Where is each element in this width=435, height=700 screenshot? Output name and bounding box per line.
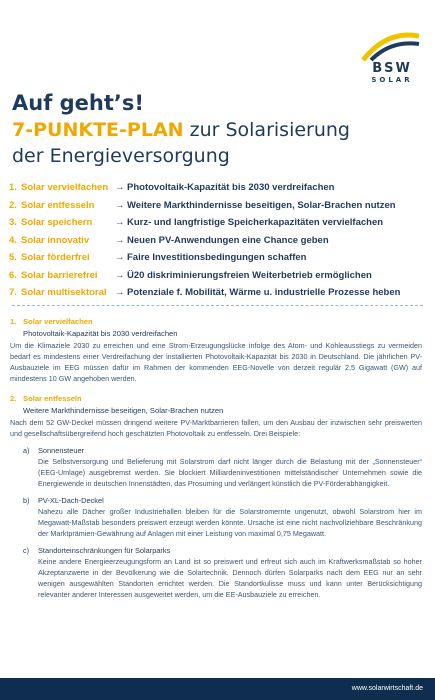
example-letter: a) (23, 446, 30, 455)
plan-item (9, 217, 429, 235)
plan-item-description: Ü20 diskriminierungsfreien Weiterbetrieb ermöglichen (127, 269, 372, 281)
example-letter: c) (23, 546, 29, 555)
section-title: Solar entfesseln (23, 394, 82, 403)
example-item (10, 445, 422, 489)
section-1 (10, 316, 422, 384)
plan-item-number: 5. (9, 252, 17, 263)
example-text: Nahezu alle Dächer großer Industriehallen bleiben für die Solarstromernte ungenutzt, obwohl Solarstrom hier im Megawatt-Maßstab besonders preiswert erzeugt werden könnte. Ursache ist eine nicht nachvollziehbare Beschränkung der Marktprämien-Gewährung auf Anlagen mit einer Leistung von maximal 0,75 Megawatt. (38, 507, 422, 538)
example-text: Die Selbstversorgung und Belieferung mit Solarstrom darf nicht länger durch die Belastung mit der „Sonnensteuer“ (EEG-Umlage) ausgebremst werden. Sie blockiert Milliardeninvestitionen mittelständischer Unternehmen sowie die Energiewende in deutschen Innenstädten, das Prosuming und verlängert künstlich die PV-Förderabhängigkeit. (38, 457, 422, 488)
plan-item-description: Potenziale f. Mobilität, Wärme u. industrielle Prozesse heben (127, 287, 401, 298)
example-title: Standorteinschränkungen für Solarparks (38, 546, 171, 555)
section-heading (10, 316, 422, 327)
example-title: Sonnensteuer (38, 446, 85, 455)
plan-item-name: Solar barrierefrei (21, 269, 98, 281)
headline (12, 90, 412, 169)
arrow-right-icon: → (115, 269, 125, 281)
headline-line2-rest: zur Solarisierung (183, 119, 350, 141)
logo-subtext: SOLAR (371, 76, 413, 84)
arrow-right-icon: → (115, 252, 125, 263)
plan-item-name: Solar vervielfachen (21, 182, 109, 193)
section-number: 1. (10, 317, 17, 326)
section-number: 2. (10, 394, 17, 403)
plan-item-name: Solar multisektoral (21, 287, 107, 298)
plan-item (9, 270, 429, 288)
plan-item-description: Photovoltaik-Kapazität bis 2030 verdreifachen (127, 182, 335, 193)
example-item (10, 545, 422, 600)
example-content (38, 545, 422, 600)
example-content (38, 495, 422, 539)
example-letter: b) (23, 496, 30, 505)
arrow-right-icon: → (115, 217, 125, 228)
arrow-right-icon: → (115, 182, 125, 193)
footer-bar (0, 678, 435, 700)
plan-item-description: Weitere Markthindernisse beseitigen, Solar-Brachen nutzen (127, 199, 396, 211)
example-content (38, 445, 422, 489)
headline-line3: der Energieversorgung (12, 145, 230, 167)
plan-item-description: Faire Investitionsbedingungen schaffen (127, 252, 307, 263)
plan-item-description: Neuen PV-Anwendungen eine Chance geben (127, 234, 329, 246)
headline-line2 (12, 117, 412, 143)
plan-item-number: 1. (9, 182, 17, 193)
plan-item (9, 182, 429, 200)
plan-item-name: Solar speichern (21, 217, 93, 228)
headline-accent: 7-PUNKTE-PLAN (12, 119, 184, 141)
detail-sections (10, 307, 422, 600)
plan-item-name: Solar entfesseln (21, 199, 95, 211)
plan-item (9, 287, 429, 305)
plan-item-name: Solar innovativ (21, 234, 90, 246)
section-divider (12, 305, 423, 306)
example-title: PV-XL-Dach-Deckel (38, 496, 104, 505)
plan-item-description: Kurz- und langfristige Speicherkapazitäten vervielfachen (127, 217, 384, 228)
plan-item-number: 7. (9, 287, 17, 298)
section-subtitle: Weitere Markthindernisse beseitigen, Solar-Brachen nutzen (23, 406, 224, 415)
bsw-solar-logo (357, 26, 427, 82)
plan-item-number: 3. (9, 217, 17, 228)
section-title: Solar vervielfachen (23, 317, 93, 326)
headline-line1: Auf geht’s! (12, 91, 144, 115)
logo-text: BSW (372, 61, 412, 76)
example-item (10, 495, 422, 539)
footer-url-link[interactable]: www.solarwirtschaft.de (351, 685, 423, 692)
section-subtitle: Photovoltaik-Kapazität bis 2030 verdreifachen (23, 329, 178, 338)
plan-item-name: Solar förderfrei (21, 252, 90, 263)
sun-roof-icon (357, 26, 427, 62)
plan-item-number: 2. (9, 199, 17, 211)
plan-item (9, 252, 429, 270)
example-text: Keine andere Energieerzeugungsform an Land ist so preiswert und erfreut sich auch im Kraftwerksmaßstab so hoher Akzeptanzwerte in der Bevölkerung wie die Solartechnik. Dennoch dürfen Solarparks nach dem EEG nur an sehr wenigen ausgewählten Standorten errichtet werden. Die Standortkulisse muss und kann unter Berücksichtigung relevanter anderer Interessen ausgeweitet werden, um die EE-Ausbauziele zu erreichen. (38, 557, 422, 599)
plan-item (9, 235, 429, 253)
section-heading (10, 393, 422, 404)
section-body: Nach dem 52 GW-Deckel müssen dringend weitere PV-Marktbarrieren fallen, um den Ausbau der inzwischen sehr preiswerten und gesellschaftsübergreifend hoch geschätzten Photovoltaik zu entfesseln. Drei Beispiele: (10, 418, 422, 438)
plan-item (9, 200, 429, 218)
plan-item-number: 4. (9, 234, 17, 246)
arrow-right-icon: → (115, 234, 125, 246)
arrow-right-icon: → (115, 199, 125, 211)
section-body: Um die Klimaziele 2030 zu erreichen und eine Strom-Erzeugungslücke infolge des Atom- und Kohleausstiegs zu vermeiden bedarf es mindestens einer Verdreifachung der installierten Photovoltaik-Kapazität bis 2030 in Deutschland. Die jährlichen PV-Ausbauziele im EEG müssen dafür im Rahmen der kommenden EEG-Novelle von derzeit regulär 2,5 Gigawatt (GW) auf mindestens 10 GW angehoben werden. (10, 341, 422, 383)
section-2 (10, 393, 422, 600)
plan-list (9, 182, 429, 305)
plan-item-number: 6. (9, 269, 17, 281)
arrow-right-icon: → (115, 287, 125, 298)
